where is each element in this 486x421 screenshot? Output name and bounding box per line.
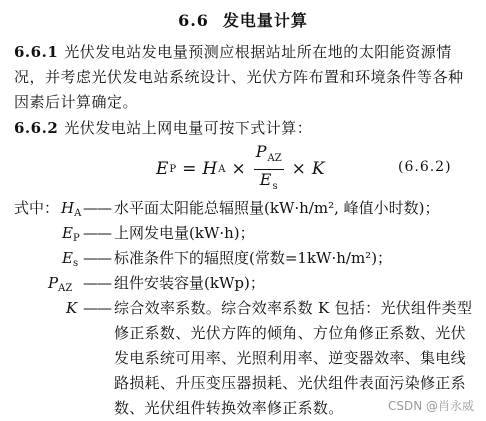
definition-text: 水平面太阳能总辐照量(kW·h/m², 峰值小时数)； <box>114 199 440 217</box>
equation-number: (6.6.2) <box>398 159 452 175</box>
clause-text: 光伏发电站上网电量可按下式计算： <box>64 119 313 137</box>
clause-text: 光伏发电站发电量预测应根据站址所在地的太阳能资源情况，并考虑光伏发电站系统设计、光伏方阵布置和环境条件等各种因素后计算确定。 <box>14 43 464 111</box>
fraction-numerator <box>254 143 284 168</box>
formula-term1-sub: A <box>218 163 226 175</box>
clause-number: 6.6.1 <box>14 43 59 61</box>
definition-dash: —— <box>83 299 111 317</box>
definition-dash: —— <box>83 274 111 292</box>
formula-term3: K <box>311 159 325 179</box>
definition-dash: —— <box>83 224 111 242</box>
definition-symbol: $E_s$ <box>62 249 79 269</box>
clause-6-6-2 <box>14 116 476 141</box>
section-title: 发电量计算 <box>222 11 308 30</box>
formula-expression <box>156 141 325 192</box>
formula-times-1: × <box>231 159 246 179</box>
definitions-list <box>14 196 480 421</box>
definition-text: 综合效率系数。综合效率系数 K 包括：光伏组件类型修正系数、光伏方阵的倾角、方位角修正系数、光伏发电系统可用率、光照利用率、逆变器效率、集电线路损耗、升压变压器损耗、光伏组件表面污染修正系数、光伏组件转换效率修正系数。 <box>114 299 473 417</box>
section-number: 6.6 <box>178 11 209 30</box>
definition-row <box>14 221 480 246</box>
formula-fraction <box>254 143 284 196</box>
definition-text: 上网发电量(kW·h)； <box>114 224 255 242</box>
definition-text: 标准条件下的辐照度(常数=1kW·h/m²)； <box>114 249 393 267</box>
formula-term1: H <box>202 159 218 179</box>
formula-lhs-sub: P <box>169 163 177 175</box>
definition-symbol: $H_A$ <box>61 199 82 219</box>
section-heading <box>0 8 486 31</box>
definition-symbol: $E_P$ <box>62 224 80 244</box>
watermark: CSDN @肖永威 <box>387 399 474 413</box>
numerator-symbol: P <box>255 141 267 161</box>
formula-equals: = <box>182 159 197 179</box>
definition-dash: —— <box>83 249 111 267</box>
fraction-denominator <box>258 171 280 196</box>
clause-number: 6.6.2 <box>14 119 59 137</box>
formula-times-2: × <box>291 159 306 179</box>
definition-symbol: $P_{AZ}$ <box>48 274 73 294</box>
formula-6-6-2 <box>0 141 486 192</box>
definition-row <box>14 196 480 221</box>
definition-symbol: K <box>66 299 78 317</box>
definition-row <box>14 271 480 296</box>
definitions-lead: 式中： <box>14 199 60 217</box>
denominator-sub: s <box>272 180 278 192</box>
clause-6-6-1 <box>14 40 476 115</box>
denominator-symbol: E <box>259 169 272 189</box>
formula-lhs: E <box>156 159 169 179</box>
definition-text: 组件安装容量(kWp)； <box>114 274 265 292</box>
numerator-sub: AZ <box>267 152 282 164</box>
definition-dash: —— <box>83 199 111 217</box>
definition-row <box>14 246 480 271</box>
